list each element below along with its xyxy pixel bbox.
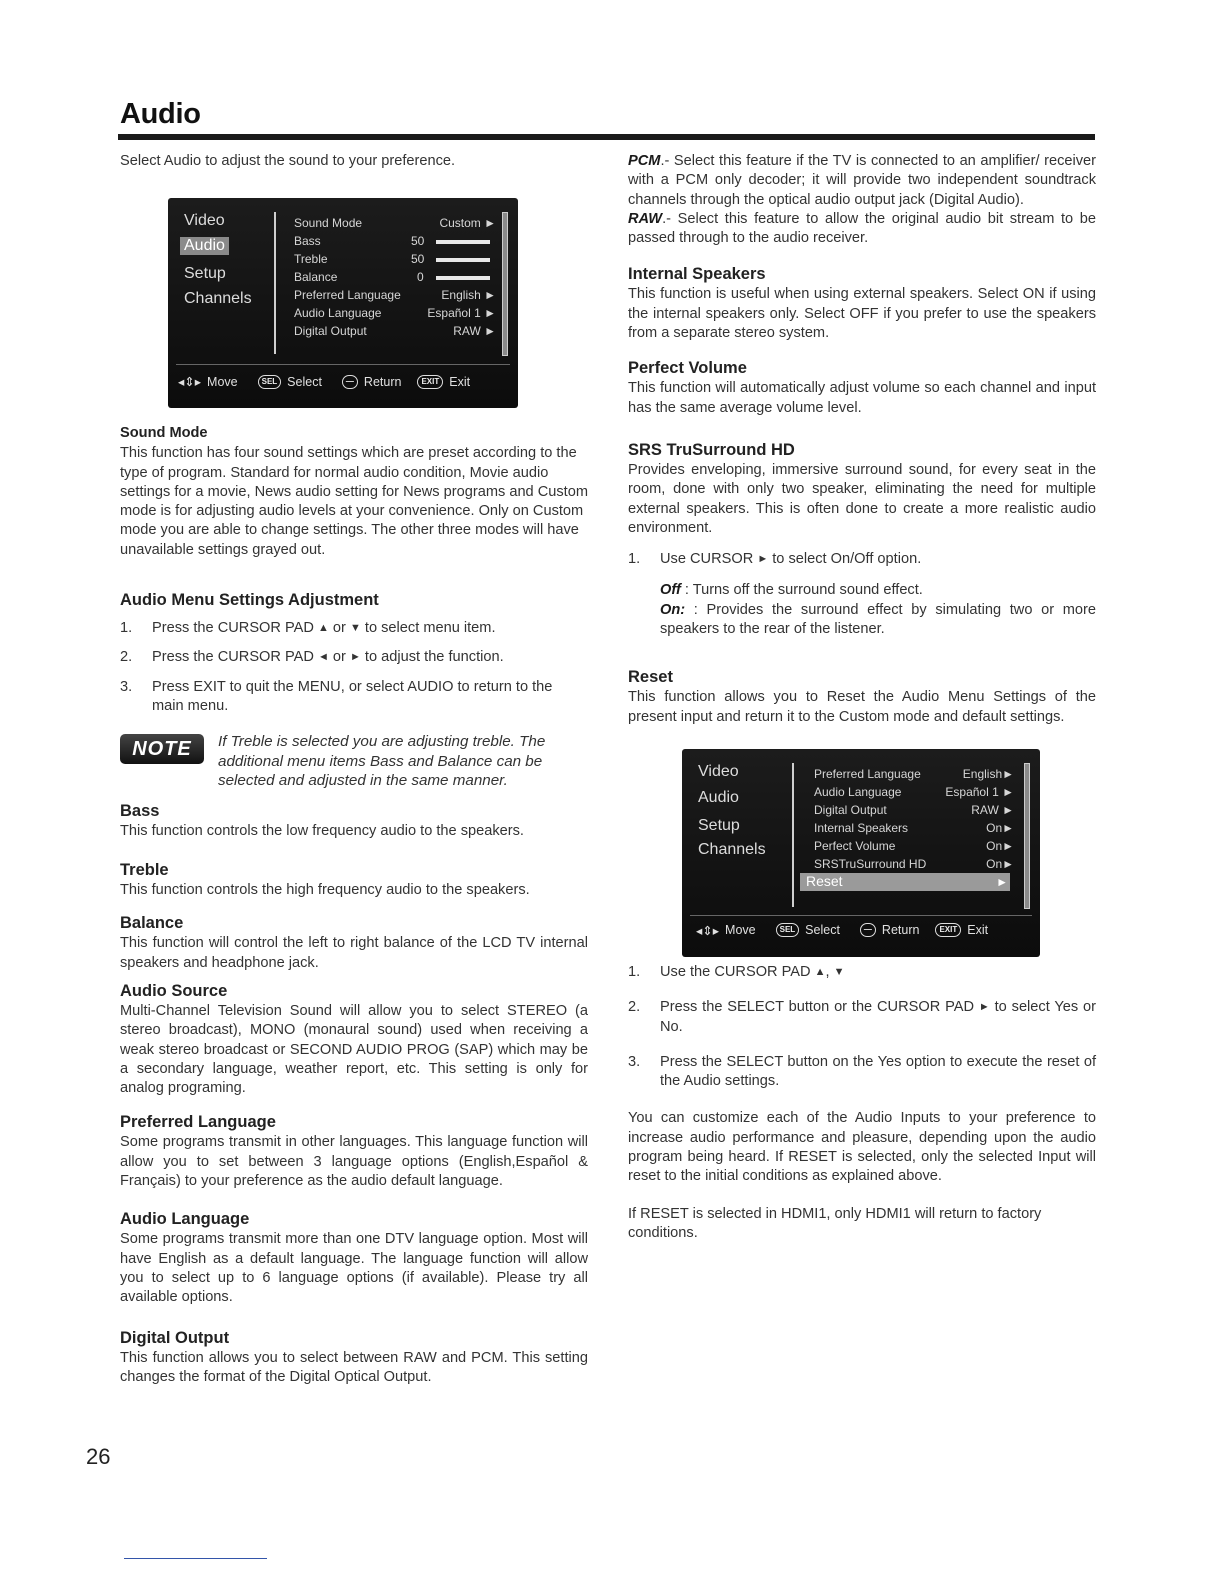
- pcm-text: .- Select this feature if the TV is connected to an amplifier/ receiver with a PCM only decoder; it will provide two independent soundtrack channels through the optical audio output jack (Digital Audio).: [628, 153, 1096, 208]
- reset-step-1: [628, 963, 1096, 982]
- menu-item-balance: Balance: [294, 270, 338, 285]
- return-key-icon: —: [342, 375, 358, 389]
- exit-key-icon: EXIT: [935, 923, 961, 937]
- menu-item-reset: Reset: [806, 872, 843, 889]
- reset-step-3: [628, 1053, 1096, 1092]
- menu-item-audio-language: Audio Language: [814, 784, 902, 799]
- down-triangle-icon: ▼: [833, 965, 845, 978]
- step-text: ,: [825, 963, 834, 980]
- menu-item-preferred-language: Preferred Language: [294, 288, 401, 303]
- raw-label: RAW: [628, 210, 663, 227]
- step-text: to select Yes or No.: [660, 999, 1096, 1035]
- menu-scrollbar: [502, 212, 508, 356]
- perfect-volume-heading: Perfect Volume: [628, 359, 747, 378]
- move-arrows-icon: ◂⇕▸: [696, 923, 720, 938]
- srs-heading: SRS TruSurround HD: [628, 440, 795, 459]
- menu-scrollbar: [1024, 763, 1030, 909]
- menu-value-preferred-language: English ►: [441, 288, 496, 303]
- footer-return-label: Return: [363, 374, 402, 389]
- menu-adjust-heading: Audio Menu Settings Adjustment: [120, 591, 379, 610]
- menu-value-audio-language: Español 1 ►: [945, 784, 1014, 799]
- perfect-volume-text: This function will automatically adjust volume so each channel and input has the same average volume level.: [628, 380, 1096, 416]
- menu-item-internal-speakers: Internal Speakers: [814, 820, 909, 835]
- digital-output-heading: Digital Output: [120, 1328, 230, 1347]
- digital-output-text: This function allows you to select between RAW and PCM. This setting changes the format of the Digital Optical Output.: [120, 1349, 588, 1385]
- treble-text: This function controls the high frequency audio to the speakers.: [120, 882, 530, 899]
- right-triangle-icon: ►: [978, 1001, 990, 1014]
- balance-heading: Balance: [120, 914, 184, 933]
- note-box: [120, 732, 588, 791]
- menu-item-bass: Bass: [294, 234, 321, 249]
- menu-value-treble: 50: [411, 252, 425, 267]
- step-number: 1.: [628, 551, 641, 568]
- menu-divider: [792, 763, 794, 907]
- exit-key-icon: EXIT: [417, 375, 443, 389]
- menu-footer: [178, 374, 470, 389]
- menu-value-digital-output: RAW ►: [453, 324, 496, 339]
- menu-value-sound-mode: Custom ►: [439, 216, 496, 231]
- intro-text: Select Audio to adjust the sound to your preference.: [120, 153, 456, 169]
- raw-text: .- Select this feature to allow the original audio bit stream to be passed through to the audio receiver.: [628, 210, 1096, 247]
- step-number: 2.: [120, 649, 133, 666]
- on-label: On:: [660, 601, 686, 618]
- audio-menu-screenshot: [168, 198, 518, 408]
- menu-category-audio: Audio: [180, 237, 229, 255]
- page-title: Audio: [120, 98, 201, 130]
- menu-divider: [274, 212, 276, 354]
- menu-item-srs-trusurround: SRSTruSurround HD: [814, 856, 927, 871]
- menu-value-preferred-language: English►: [962, 766, 1014, 781]
- preferred-language-heading: Preferred Language: [120, 1113, 276, 1132]
- menu-value-reset: ►: [996, 874, 1008, 889]
- sound-mode-heading: Sound Mode: [120, 425, 208, 442]
- off-text: : Turns off the surround sound effect.: [680, 582, 923, 599]
- pcm-paragraph: [628, 152, 1096, 210]
- off-label: Off: [660, 582, 681, 599]
- return-key-icon: —: [860, 923, 876, 937]
- menu-item-audio-language: Audio Language: [294, 306, 382, 321]
- menu-category-video: Video: [698, 762, 739, 780]
- balance-level-bar: [436, 276, 490, 280]
- preferred-language-text: Some programs transmit in other languages. This language function will allow you to set between 3 language options (English,Español & Français) to your preference as the audio default language.: [120, 1134, 588, 1190]
- menu-footer: [696, 923, 988, 938]
- title-rule: [118, 134, 1095, 140]
- hdmi-text: If RESET is selected in HDMI1, only HDMI1 will return to factory conditions.: [628, 1205, 1042, 1241]
- right-triangle-icon: ►: [349, 651, 361, 664]
- reset-menu-screenshot: [682, 749, 1040, 957]
- menu-value-balance: 0: [417, 270, 424, 285]
- menu-category-video: Video: [184, 212, 225, 230]
- step-text: or: [328, 620, 350, 637]
- menu-item-preferred-language: Preferred Language: [814, 766, 921, 781]
- menu-value-perfect-volume: On►: [986, 838, 1014, 853]
- menu-item-sound-mode: Sound Mode: [294, 216, 363, 231]
- bass-level-bar: [436, 240, 490, 244]
- step-text: Press the SELECT button or the CURSOR PAD: [660, 999, 979, 1016]
- step-text: Press the CURSOR PAD: [152, 649, 318, 666]
- page-number: 26: [86, 1444, 111, 1469]
- sel-key-icon: SEL: [776, 923, 800, 937]
- menu-value-internal-speakers: On►: [986, 820, 1014, 835]
- sel-key-icon: SEL: [258, 375, 282, 389]
- step-number: 1.: [120, 620, 133, 637]
- up-triangle-icon: ▲: [814, 965, 826, 978]
- footer-move-label: Move: [725, 923, 756, 938]
- sound-mode-text: This function has four sound settings which are preset according to the type of program. Standard for normal audio condition, Movie audio settings for a movie, News audio setting for News programs and Custom mode is for adjusting audio levels at your convenience. Only on Custom mode you are able to change settings. The other three modes will have unavailable settings grayed out.: [120, 445, 589, 558]
- step-text: or: [328, 649, 350, 666]
- menu-value-bass: 50: [411, 234, 425, 249]
- menu-adjust-step-1: [120, 619, 588, 638]
- menu-category-channels: Channels: [698, 840, 766, 858]
- step-number: 2.: [628, 999, 641, 1016]
- menu-adjust-step-2: [120, 648, 588, 667]
- menu-item-digital-output: Digital Output: [294, 324, 367, 339]
- menu-item-treble: Treble: [294, 252, 328, 267]
- bass-text: This function controls the low frequency audio to the speakers.: [120, 822, 524, 839]
- step-text: Use CURSOR: [660, 551, 758, 568]
- reset-text: This function allows you to Reset the Audio Menu Settings of the present input and return it to the Custom mode and default settings.: [628, 689, 1096, 725]
- right-column: [628, 152, 1096, 1243]
- step-text: Press EXIT to quit the MENU, or select AUDIO to return to the main menu.: [152, 678, 553, 714]
- srs-on-line: [660, 601, 1096, 640]
- srs-step-1: [628, 550, 1096, 569]
- balance-text: This function will control the left to right balance of the LCD TV internal speakers and headphone jack.: [120, 935, 588, 971]
- menu-footer-divider: [690, 915, 1032, 916]
- on-text: : Provides the surround effect by simulating two or more speakers to the rear of the listener.: [660, 601, 1096, 638]
- pcm-label: PCM: [628, 153, 661, 169]
- menu-footer-divider: [176, 364, 510, 365]
- treble-heading: Treble: [120, 861, 169, 880]
- step-text: Use the CURSOR PAD: [660, 963, 815, 980]
- footer-return-label: Return: [881, 923, 920, 938]
- move-arrows-icon: ◂⇕▸: [178, 375, 202, 390]
- right-triangle-icon: ►: [757, 553, 769, 566]
- footer-exit-label: Exit: [967, 923, 989, 938]
- reset-heading: Reset: [628, 668, 673, 687]
- footer-move-label: Move: [207, 374, 238, 389]
- step-number: 1.: [628, 963, 641, 980]
- menu-category-setup: Setup: [184, 265, 226, 283]
- bass-heading: Bass: [120, 801, 160, 820]
- footer-select-label: Select: [805, 923, 840, 938]
- raw-paragraph: [628, 210, 1096, 249]
- left-column: [120, 152, 588, 1387]
- step-text: to adjust the function.: [360, 649, 504, 666]
- audio-source-heading: Audio Source: [120, 981, 228, 1000]
- menu-item-perfect-volume: Perfect Volume: [814, 838, 896, 853]
- footer-line: [124, 1558, 267, 1559]
- menu-value-srs-trusurround: On►: [986, 856, 1014, 871]
- internal-speakers-heading: Internal Speakers: [628, 265, 766, 284]
- menu-category-channels: Channels: [184, 290, 252, 308]
- footer-select-label: Select: [287, 374, 322, 389]
- step-number: 3.: [120, 678, 133, 695]
- note-badge: NOTE: [120, 734, 204, 764]
- audio-source-text: Multi-Channel Television Sound will allow you to select STEREO (a stereo broadcast), MONO (monaural sound) used when receiving a weak stereo broadcast or SECOND AUDIO PROG (SAP) which may be a secondary language, weather report, etc. This setting is only for analog programing.: [120, 1002, 588, 1097]
- menu-value-digital-output: RAW ►: [971, 802, 1014, 817]
- step-number: 3.: [628, 1053, 641, 1070]
- left-triangle-icon: ◄: [317, 651, 329, 664]
- menu-item-digital-output: Digital Output: [814, 802, 887, 817]
- internal-speakers-text: This function is useful when using external speakers. Select ON if using the internal speakers only. Select OFF if you prefer to use the speakers from a separate stereo system.: [628, 286, 1096, 342]
- audio-language-text: Some programs transmit more than one DTV language option. Most will have English as a default language. The language function will allow you to select up to 6 language options (if available). Please try all available options.: [120, 1231, 588, 1306]
- step-text: to select menu item.: [360, 620, 496, 637]
- menu-category-setup: Setup: [698, 816, 740, 834]
- menu-adjust-step-3: [120, 678, 588, 717]
- up-triangle-icon: ▲: [317, 622, 329, 635]
- srs-off-line: [660, 581, 1096, 600]
- step-text: to select On/Off option.: [768, 551, 922, 568]
- step-text: Press the SELECT button on the Yes option to execute the reset of the Audio settings.: [660, 1053, 1096, 1090]
- note-text: If Treble is selected you are adjusting treble. The additional menu items Bass and Balance can be selected and adjusted in the same manner.: [218, 733, 546, 790]
- customize-text: You can customize each of the Audio Inputs to your preference to increase audio performance and pleasure, depending upon the audio program being heard. If RESET is selected, only the selected Input will reset to the initial conditions as explained above.: [628, 1110, 1096, 1185]
- reset-step-2: [628, 998, 1096, 1037]
- srs-text: Provides enveloping, immersive surround sound, for every seat in the room, done with only two speaker, eliminating the need for multiple external speakers. This is often done to create a more realistic audio environment.: [628, 461, 1096, 536]
- audio-language-heading: Audio Language: [120, 1210, 250, 1229]
- footer-exit-label: Exit: [449, 374, 471, 389]
- down-triangle-icon: ▼: [349, 622, 361, 635]
- treble-level-bar: [436, 258, 490, 262]
- menu-category-audio: Audio: [698, 788, 739, 806]
- menu-value-audio-language: Español 1 ►: [427, 306, 496, 321]
- step-text: Press the CURSOR PAD: [152, 620, 318, 637]
